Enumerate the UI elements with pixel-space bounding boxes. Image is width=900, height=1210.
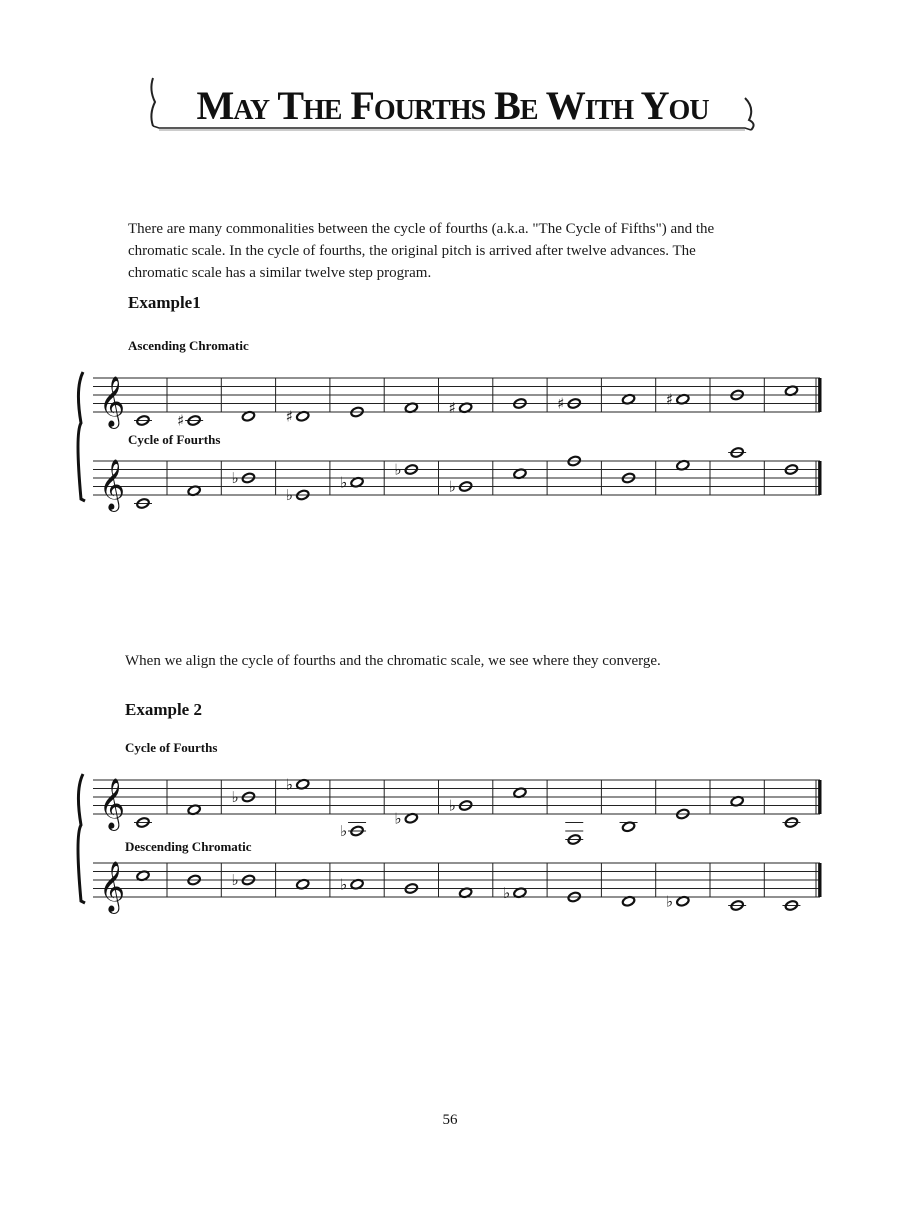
example1-top-sharp-icon: ♯ — [665, 390, 674, 409]
example2-top-treble-clef-icon: 𝄞 — [99, 778, 126, 829]
example1-system-bracket — [78, 372, 85, 501]
example2-top-staff — [93, 775, 820, 845]
example2-bottom-treble-clef-icon: 𝄞 — [99, 861, 126, 912]
example2-top-flat-icon: ♭ — [448, 796, 456, 815]
example1-top-sharp-icon: ♯ — [177, 411, 185, 430]
example1-bottom-flat-icon: ♭ — [394, 460, 402, 479]
example1-top-staff — [93, 376, 820, 430]
example2-top-flat-icon: ♭ — [285, 775, 293, 794]
example1-heading: Example1 — [128, 293, 201, 312]
example1-top-sharp-icon: ♯ — [285, 407, 294, 426]
middle-paragraph: When we align the cycle of fourths and the chromatic scale, we see where they converge. — [125, 653, 661, 669]
page-title: May The Fourths Be With You — [196, 83, 709, 128]
example1-bottom-flat-icon: ♭ — [285, 486, 293, 504]
example1-bottom-flat-icon: ♭ — [340, 473, 348, 492]
page-number: 56 — [442, 1112, 458, 1128]
example1-bottom-treble-clef-icon: 𝄞 — [99, 459, 126, 510]
title-banner — [145, 68, 760, 140]
example2-bottom-staff — [93, 861, 820, 914]
example1-top-label: Ascending Chromatic — [128, 338, 249, 353]
example2-bottom-flat-icon: ♭ — [231, 871, 239, 889]
example2-system-bracket — [78, 774, 85, 903]
example1-top-sharp-icon: ♯ — [448, 398, 456, 417]
example2-top-flat-icon: ♭ — [340, 822, 348, 840]
example1-bottom-staff — [93, 447, 820, 512]
example2-bottom-flat-icon: ♭ — [502, 883, 511, 902]
example2-bottom-flat-icon: ♭ — [340, 875, 348, 894]
example1-bottom-flat-icon: ♭ — [448, 477, 456, 496]
example1-bottom-flat-icon: ♭ — [231, 469, 239, 487]
example2-top-flat-icon: ♭ — [394, 809, 402, 828]
example1-top-sharp-icon: ♯ — [557, 394, 565, 413]
example1-top-treble-clef-icon: 𝄞 — [99, 376, 126, 427]
intro-paragraph: There are many commonalities between the cycle of fourths (a.k.a. "The Cycle of Fifths") and the chromatic scale. In the cycle of fourths, the original pitch is arrived after twelve advances. The chromatic scale has a similar twelve step program. — [128, 221, 715, 281]
example2-top-label: Cycle of Fourths — [125, 740, 218, 755]
example2-heading: Example 2 — [125, 700, 202, 719]
example2-top-flat-icon: ♭ — [231, 788, 239, 806]
example2-bottom-label: Descending Chromatic — [125, 839, 252, 854]
example1-bottom-label: Cycle of Fourths — [128, 432, 221, 447]
example2-bottom-flat-icon: ♭ — [665, 892, 673, 911]
